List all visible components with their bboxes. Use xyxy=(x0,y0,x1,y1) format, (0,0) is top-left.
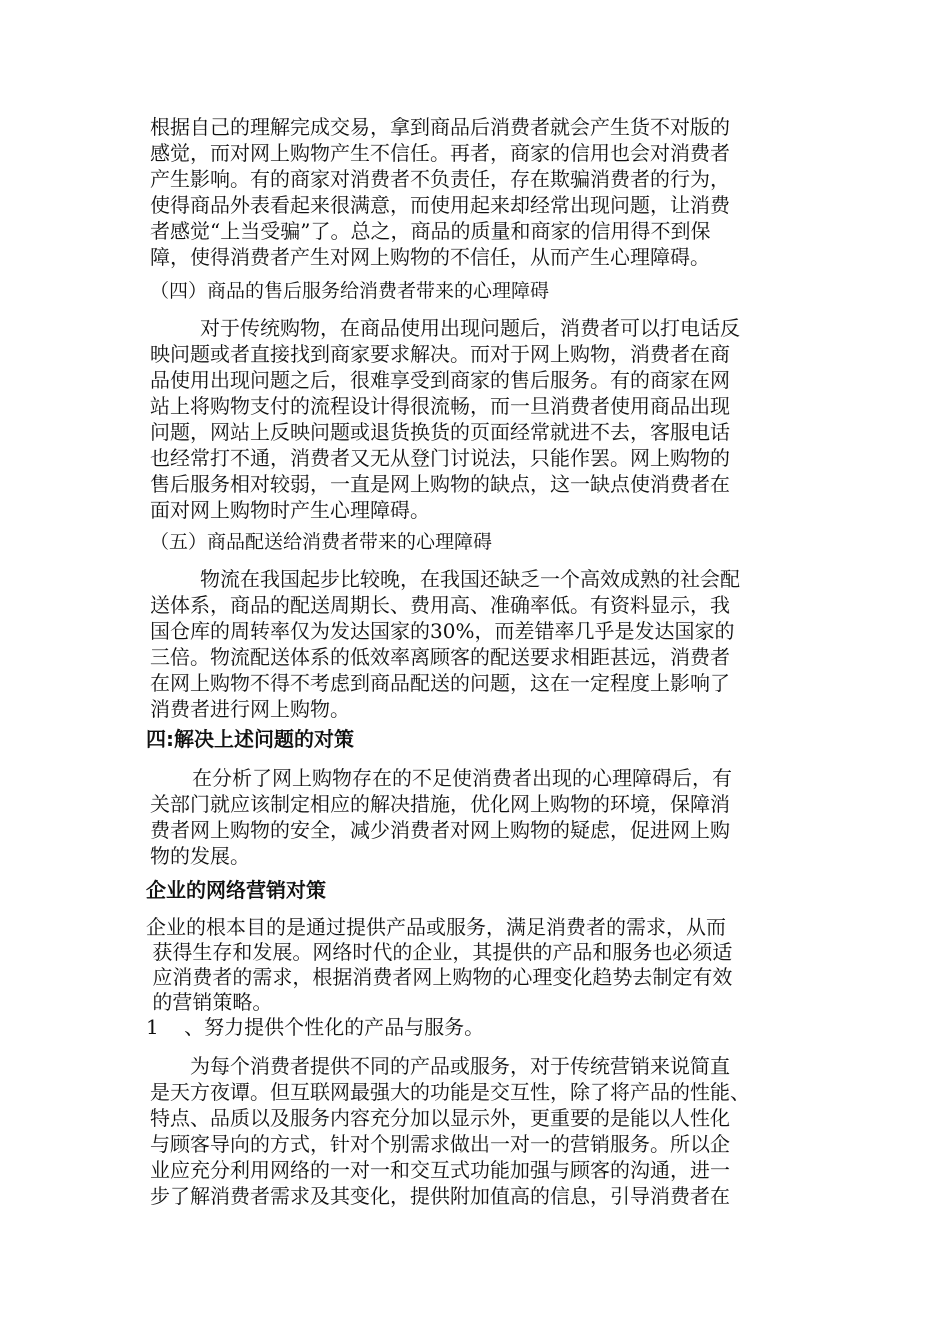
body-text-line: 使得商品外表看起来很满意，而使用起来却经常出现问题，让消费 xyxy=(150,193,730,217)
list-item: 1 、努力提供个性化的产品与服务。 xyxy=(146,1015,485,1039)
body-text-line: 三倍。物流配送体系的低效率离顾客的配送要求相距甚远，消费者 xyxy=(150,645,730,669)
body-text-line: 产生影响。有的商家对消费者不负责任，存在欺骗消费者的行为， xyxy=(150,167,730,191)
body-text-line: 业应充分利用网络的一对一和交互式功能加强与顾客的沟通，进一 xyxy=(150,1158,730,1182)
body-text-line: 应消费者的需求，根据消费者网上购物的心理变化趋势去制定有效 xyxy=(146,965,733,989)
body-text-line: 为每个消费者提供不同的产品或服务，对于传统营销来说简直 xyxy=(190,1054,730,1078)
body-text-line: 与顾客导向的方式，针对个别需求做出一对一的营销服务。所以企 xyxy=(150,1132,730,1156)
body-text-line: 获得生存和发展。网络时代的企业，其提供的产品和服务也必须适 xyxy=(146,940,733,964)
body-text-line: 站上将购物支付的流程设计得很流畅，而一旦消费者使用商品出现 xyxy=(150,394,730,418)
body-text-line: 在分析了网上购物存在的不足使消费者出现的心理障碍后，有 xyxy=(192,766,732,790)
body-text-line: 是天方夜谭。但互联网最强大的功能是交互性，除了将产品的性能、 xyxy=(150,1080,750,1104)
body-text-line: 对于传统购物，在商品使用出现问题后，消费者可以打电话反 xyxy=(200,316,740,340)
body-text-line: 消费者进行网上购物。 xyxy=(150,697,350,721)
body-text-line: 送体系，商品的配送周期长、费用高、准确率低。有资料显示，我 xyxy=(150,593,730,617)
body-text-line: 障，使得消费者产生对网上购物的不信任，从而产生心理障碍。 xyxy=(150,245,710,269)
body-text-line: 者感觉“上当受骗”了。总之，商品的质量和商家的信用得不到保 xyxy=(150,219,711,243)
body-text-line: 问题，网站上反映问题或退货换货的页面经常就进不去，客服电话 xyxy=(150,420,730,444)
body-text-line: 映问题或者直接找到商家要求解决。而对于网上购物，消费者在商 xyxy=(150,342,730,366)
body-text-line: 物的发展。 xyxy=(150,844,250,868)
section-heading: （五）商品配送给消费者带来的心理障碍 xyxy=(150,531,493,553)
body-text-line: 品使用出现问题之后，很难享受到商家的售后服务。有的商家在网 xyxy=(150,368,730,392)
subsection-heading: 企业的网络营销对策 xyxy=(146,878,326,902)
body-text-line: 费者网上购物的安全，减少消费者对网上购物的疑虑，促进网上购 xyxy=(150,818,730,842)
body-text-line: 售后服务相对较弱，一直是网上购物的缺点，这一缺点使消费者在 xyxy=(150,472,730,496)
body-text-line: 也经常打不通，消费者又无从登门讨说法，只能作罢。网上购物的 xyxy=(150,446,730,470)
body-text-line: 步了解消费者需求及其变化，提供附加值高的信息，引导消费者在 xyxy=(150,1184,730,1208)
body-text-line: 感觉，而对网上购物产生不信任。再者，商家的信用也会对消费者 xyxy=(150,141,730,165)
body-text-line: 国仓库的周转率仅为发达国家的30%，而差错率几乎是发达国家的 xyxy=(150,619,735,643)
body-text-line: 面对网上购物时产生心理障碍。 xyxy=(150,498,430,522)
body-text-line: 物流在我国起步比较晚，在我国还缺乏一个高效成熟的社会配 xyxy=(200,567,740,591)
body-text-line: 特点、品质以及服务内容充分加以显示外，更重要的是能以人性化 xyxy=(150,1106,730,1130)
section-heading: （四）商品的售后服务给消费者带来的心理障碍 xyxy=(150,280,550,302)
body-text-line: 关部门就应该制定相应的解决措施，优化网上购物的环境，保障消 xyxy=(150,792,730,816)
body-text-line: 企业的根本目的是通过提供产品或服务，满足消费者的需求，从而 xyxy=(146,915,726,939)
body-text-line: 根据自己的理解完成交易，拿到商品后消费者就会产生货不对版的 xyxy=(150,115,730,139)
body-text-line: 在网上购物不得不考虑到商品配送的问题，这在一定程度上影响了 xyxy=(150,671,730,695)
body-text-line: 的营销策略。 xyxy=(146,990,273,1014)
chapter-heading: 四:解决上述问题的对策 xyxy=(146,727,354,751)
